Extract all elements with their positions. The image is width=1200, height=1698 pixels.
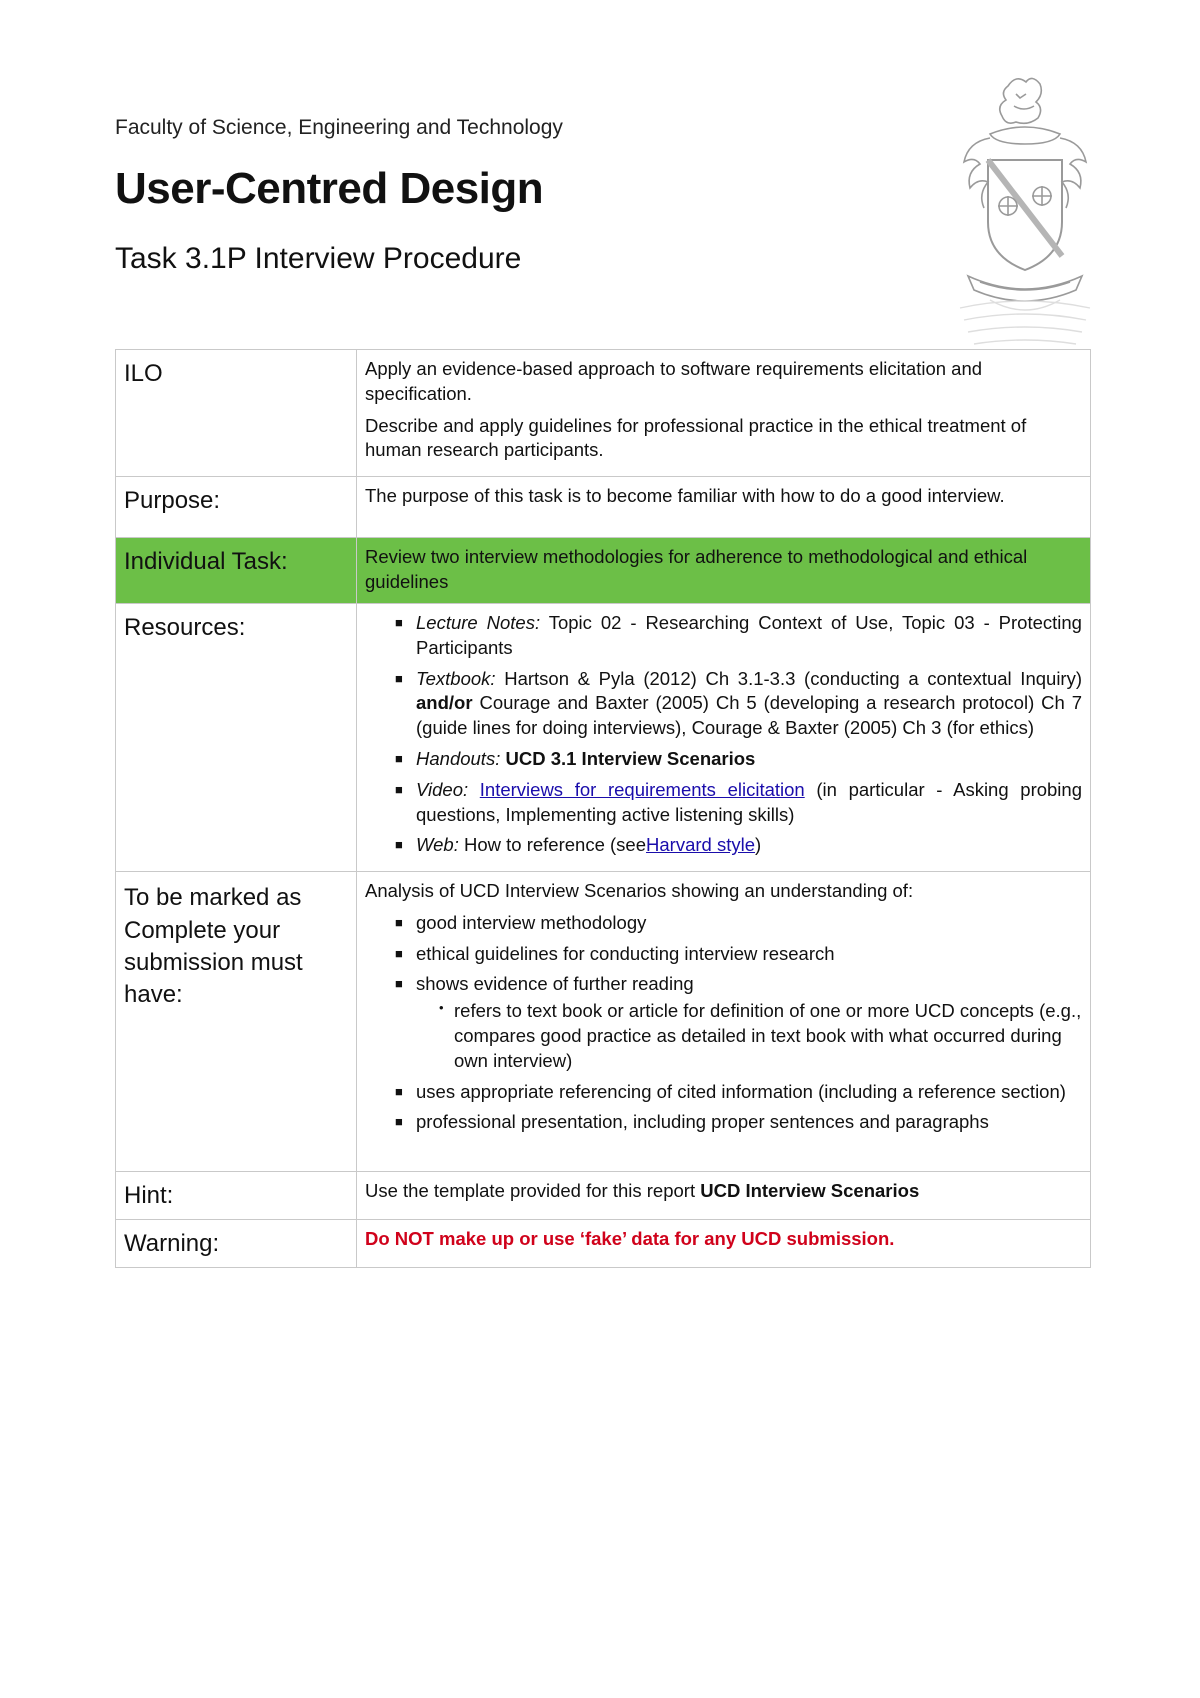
diamond-bullet-icon: • xyxy=(439,1000,444,1016)
resources-content xyxy=(357,604,1091,872)
purpose-content: The purpose of this task is to become familiar with how to do a good interview. xyxy=(357,477,1091,538)
harvard-style-link[interactable]: Harvard style xyxy=(646,834,755,856)
page-title: User-Centred Design xyxy=(115,164,544,213)
web-label: Web: xyxy=(416,834,459,856)
square-bullet-icon: ■ xyxy=(395,914,403,930)
individual-task-row xyxy=(116,538,1091,604)
marking-criteria-row xyxy=(116,872,1091,1172)
warning-text: Do NOT make up or use ‘fake’ data for any UCD submission. xyxy=(357,1220,1091,1268)
marking-intro: Analysis of UCD Interview Scenarios showing an understanding of: xyxy=(365,880,914,902)
square-bullet-icon: ■ xyxy=(395,751,403,767)
hint-template-name: UCD Interview Scenarios xyxy=(700,1180,920,1202)
list-item xyxy=(395,1110,1082,1135)
resources-list xyxy=(365,611,1082,858)
resources-label: Resources: xyxy=(116,604,357,872)
list-item xyxy=(395,778,1082,828)
hint-text: Use the template provided for this report xyxy=(365,1180,696,1202)
hint-label: Hint: xyxy=(116,1172,357,1220)
ilo-content xyxy=(357,350,1091,477)
hint-content xyxy=(357,1172,1091,1220)
textbook-text-1: Hartson & Pyla (2012) Ch 3.1-3.3 (conducting a contextual Inquiry) xyxy=(504,667,1082,689)
handouts-label: Handouts: xyxy=(416,748,501,770)
faculty-name: Faculty of Science, Engineering and Technology xyxy=(115,116,563,139)
criteria-item: uses appropriate referencing of cited information (including a reference section) xyxy=(416,1080,1066,1102)
web-text: How to reference (see xyxy=(464,834,647,856)
list-item xyxy=(395,942,1082,967)
list-item xyxy=(395,1080,1082,1105)
ilo-text-1: Apply an evidence-based approach to software requirements elicitation and specification. xyxy=(365,358,983,404)
square-bullet-icon: ■ xyxy=(395,945,403,961)
criteria-list xyxy=(365,911,1082,1135)
list-item xyxy=(395,833,1082,858)
lecture-notes-text: Topic 02 - Researching Context of Use, Topic 03 - Protecting Participants xyxy=(416,612,1082,658)
square-bullet-icon: ■ xyxy=(395,781,403,797)
criteria-item: ethical guidelines for conducting interview research xyxy=(416,942,835,964)
square-bullet-icon: ■ xyxy=(395,615,403,631)
list-item xyxy=(395,911,1082,936)
list-item xyxy=(395,747,1082,772)
handouts-text: UCD 3.1 Interview Scenarios xyxy=(505,748,756,770)
list-item xyxy=(395,972,1082,1073)
criteria-item: shows evidence of further reading xyxy=(416,973,694,995)
sub-criteria-item: refers to text book or article for definition of one or more UCD concepts (e.g., compares good practice as detailed in text book with what occurred during own interview) xyxy=(454,1000,1082,1071)
lecture-notes-label: Lecture Notes: xyxy=(416,612,541,634)
web-close: ) xyxy=(755,834,762,856)
individual-task-label: Individual Task: xyxy=(116,538,357,604)
criteria-item: professional presentation, including proper sentences and paragraphs xyxy=(416,1111,989,1133)
textbook-label: Textbook: xyxy=(416,667,496,689)
task-table xyxy=(115,349,1091,1268)
marking-criteria-content xyxy=(357,872,1091,1172)
list-item xyxy=(395,667,1083,741)
list-item xyxy=(395,611,1082,661)
video-link[interactable]: Interviews for requirements elicitation xyxy=(479,778,805,800)
video-text: (in particular - Asking probing questions, Implementing active listening skills) xyxy=(416,778,1082,825)
ilo-label: ILO xyxy=(116,350,357,477)
textbook-andor: and/or xyxy=(416,692,473,714)
purpose-label: Purpose: xyxy=(116,477,357,538)
square-bullet-icon: ■ xyxy=(395,1083,403,1099)
textbook-text-2: Courage and Baxter (2005) Ch 5 (developing a research protocol) Ch 7 (guide lines for doing interviews), Courage & Baxter (2005) Ch 3 (for ethics) xyxy=(416,692,1083,739)
criteria-item: good interview methodology xyxy=(416,911,647,933)
university-crest-icon xyxy=(950,68,1100,353)
individual-task-content: Review two interview methodologies for adherence to methodological and ethical guidelines xyxy=(357,538,1091,604)
ilo-text-2: Describe and apply guidelines for professional practice in the ethical treatment of human research participants. xyxy=(365,414,1027,461)
list-item xyxy=(439,999,1082,1073)
square-bullet-icon: ■ xyxy=(395,670,403,686)
task-subtitle: Task 3.1P Interview Procedure xyxy=(115,242,522,275)
square-bullet-icon: ■ xyxy=(395,837,403,853)
video-label: Video: xyxy=(416,778,469,800)
square-bullet-icon: ■ xyxy=(395,976,403,992)
warning-label: Warning: xyxy=(116,1220,357,1268)
sub-criteria-list xyxy=(416,999,1082,1073)
hint-row xyxy=(116,1172,1091,1220)
resources-row xyxy=(116,604,1091,872)
warning-row xyxy=(116,1220,1091,1268)
purpose-row xyxy=(116,477,1091,538)
ilo-row xyxy=(116,350,1091,477)
marking-criteria-label: To be marked as Complete your submission must have: xyxy=(116,872,357,1172)
square-bullet-icon: ■ xyxy=(395,1114,403,1130)
